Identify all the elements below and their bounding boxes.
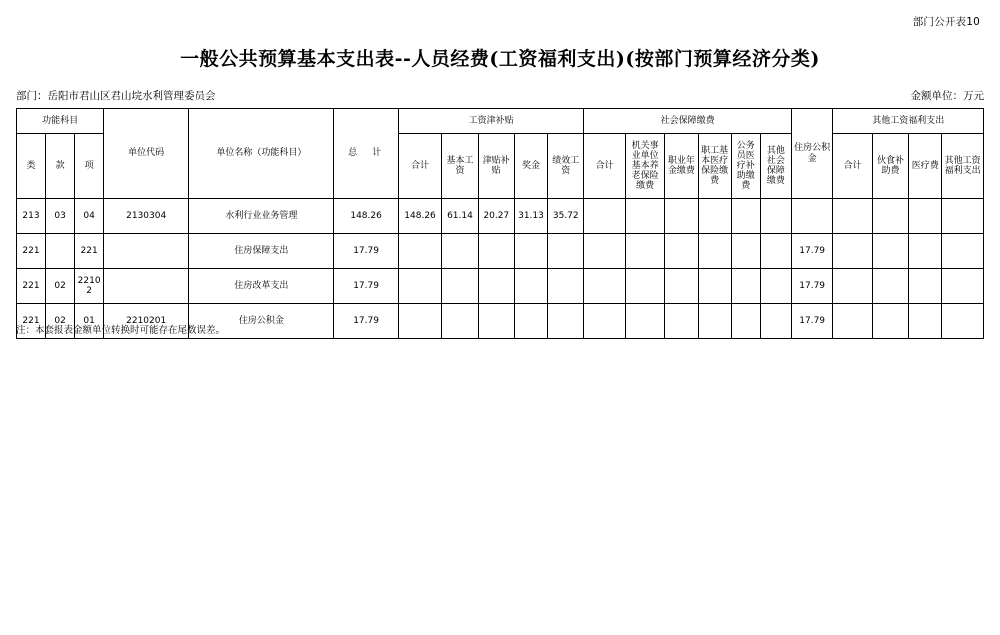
cell-item: 04 xyxy=(75,199,104,234)
col-item: 项 xyxy=(75,134,104,199)
col-unit-code: 单位代码 xyxy=(104,109,189,199)
budget-table xyxy=(16,108,984,339)
table-row xyxy=(17,234,984,269)
col-group-function: 功能科目 xyxy=(17,109,104,134)
col-wage-total: 合计 xyxy=(398,134,442,199)
cell-unit-code: 2130304 xyxy=(104,199,189,234)
page-title: 一般公共预算基本支出表--人员经费(工资福利支出)(按部门预算经济分类) xyxy=(180,48,820,70)
cell-social-total xyxy=(584,269,625,304)
cell-medical-insurance xyxy=(698,269,731,304)
cell-performance-wage xyxy=(548,304,584,339)
cell-performance-wage xyxy=(548,269,584,304)
cell-unit-code: 2210201 xyxy=(104,304,189,339)
cell-total: 148.26 xyxy=(334,199,398,234)
cell-meal-allowance xyxy=(872,269,908,304)
cell-meal-allowance xyxy=(872,199,908,234)
col-civil-servant-medical: 公务员医疗补助缴费 xyxy=(731,134,760,199)
cell-wage-total: 148.26 xyxy=(398,199,442,234)
cell-housing-fund xyxy=(791,199,832,234)
cell-bonus xyxy=(514,234,547,269)
cell-medical-fee xyxy=(909,199,942,234)
cell-other-social xyxy=(760,269,791,304)
department-name: 岳阳市君山区君山垸水利管理委员会 xyxy=(47,90,216,102)
cell-meal-allowance xyxy=(872,234,908,269)
cell-basic-pension xyxy=(625,269,664,304)
cell-wage-total xyxy=(398,269,442,304)
cell-class: 221 xyxy=(17,269,46,304)
meta-row xyxy=(16,88,984,103)
cell-medical-fee xyxy=(909,234,942,269)
col-group-other: 其他工资福利支出 xyxy=(833,109,984,134)
cell-occupational-pension xyxy=(665,269,698,304)
cell-basic-pension xyxy=(625,199,664,234)
col-other-social: 其他社会保障缴费 xyxy=(760,134,791,199)
cell-basic-pension xyxy=(625,234,664,269)
cell-kuan: 03 xyxy=(46,199,75,234)
col-medical-fee: 医疗费 xyxy=(909,134,942,199)
cell-civil-servant-medical xyxy=(731,199,760,234)
cell-basic-pension xyxy=(625,304,664,339)
cell-wage-total xyxy=(398,234,442,269)
cell-allowance xyxy=(478,234,514,269)
col-total: 总 计 xyxy=(334,109,398,199)
cell-medical-fee xyxy=(909,304,942,339)
cell-base-wage: 61.14 xyxy=(442,199,478,234)
cell-medical-insurance xyxy=(698,304,731,339)
cell-total: 17.79 xyxy=(334,304,398,339)
cell-medical-insurance xyxy=(698,199,731,234)
col-occupational-pension: 职业年金缴费 xyxy=(665,134,698,199)
col-meal-allowance: 伙食补助费 xyxy=(872,134,908,199)
cell-medical-insurance xyxy=(698,234,731,269)
cell-civil-servant-medical xyxy=(731,304,760,339)
cell-base-wage xyxy=(442,269,478,304)
table-header-group-row xyxy=(17,109,984,134)
cell-other-total xyxy=(833,234,872,269)
amount-unit-label: 金额单位：万元 xyxy=(910,90,984,102)
cell-kuan: 02 xyxy=(46,269,75,304)
cell-medical-fee xyxy=(909,269,942,304)
cell-total: 17.79 xyxy=(334,234,398,269)
col-class: 类 xyxy=(17,134,46,199)
cell-bonus xyxy=(514,304,547,339)
cell-unit-name: 住房保障支出 xyxy=(189,234,334,269)
table-body xyxy=(17,199,984,339)
cell-kuan: 02 xyxy=(46,304,75,339)
cell-social-total xyxy=(584,304,625,339)
col-basic-pension: 机关事业单位基本养老保险缴费 xyxy=(625,134,664,199)
col-performance-wage: 绩效工资 xyxy=(548,134,584,199)
cell-occupational-pension xyxy=(665,234,698,269)
form-number: 部门公开表10 xyxy=(912,16,980,28)
col-group-wage: 工资津补贴 xyxy=(398,109,584,134)
cell-other-total xyxy=(833,269,872,304)
col-allowance: 津贴补贴 xyxy=(478,134,514,199)
cell-housing-fund: 17.79 xyxy=(791,234,832,269)
cell-occupational-pension xyxy=(665,199,698,234)
cell-wage-total xyxy=(398,304,442,339)
col-kuan: 款 xyxy=(46,134,75,199)
table-row xyxy=(17,199,984,234)
cell-civil-servant-medical xyxy=(731,269,760,304)
cell-kuan xyxy=(46,234,75,269)
cell-housing-fund: 17.79 xyxy=(791,304,832,339)
cell-other-social xyxy=(760,199,791,234)
cell-allowance: 20.27 xyxy=(478,199,514,234)
cell-unit-name: 水利行业业务管理 xyxy=(189,199,334,234)
cell-housing-fund: 17.79 xyxy=(791,269,832,304)
cell-other-total xyxy=(833,304,872,339)
cell-item: 01 xyxy=(75,304,104,339)
cell-class: 221 xyxy=(17,304,46,339)
cell-item: 221 xyxy=(75,234,104,269)
cell-total: 17.79 xyxy=(334,269,398,304)
cell-base-wage xyxy=(442,234,478,269)
cell-unit-code xyxy=(104,269,189,304)
col-unit-name: 单位名称（功能科目） xyxy=(189,109,334,199)
department-label: 部门： xyxy=(16,90,48,102)
col-medical-insurance: 职工基本医疗保险缴费 xyxy=(698,134,731,199)
cell-class: 221 xyxy=(17,234,46,269)
col-bonus: 奖金 xyxy=(514,134,547,199)
cell-bonus: 31.13 xyxy=(514,199,547,234)
table-row xyxy=(17,269,984,304)
cell-other-welfare xyxy=(942,304,984,339)
cell-occupational-pension xyxy=(665,304,698,339)
cell-social-total xyxy=(584,234,625,269)
cell-other-welfare xyxy=(942,199,984,234)
cell-allowance xyxy=(478,269,514,304)
cell-other-welfare xyxy=(942,234,984,269)
cell-unit-code xyxy=(104,234,189,269)
cell-unit-name: 住房改革支出 xyxy=(189,269,334,304)
col-base-wage: 基本工资 xyxy=(442,134,478,199)
cell-allowance xyxy=(478,304,514,339)
cell-bonus xyxy=(514,269,547,304)
cell-other-social xyxy=(760,304,791,339)
cell-unit-name: 住房公积金 xyxy=(189,304,334,339)
table-note: 注：本套报表金额单位转换时可能存在尾数误差。 xyxy=(16,325,226,336)
col-other-welfare: 其他工资福利支出 xyxy=(942,134,984,199)
col-housing-fund: 住房公积金 xyxy=(791,109,832,199)
col-group-social: 社会保障缴费 xyxy=(584,109,792,134)
col-social-total: 合计 xyxy=(584,134,625,199)
cell-social-total xyxy=(584,199,625,234)
cell-other-welfare xyxy=(942,269,984,304)
cell-performance-wage: 35.72 xyxy=(548,199,584,234)
cell-item: 22102 xyxy=(75,269,104,304)
cell-meal-allowance xyxy=(872,304,908,339)
cell-civil-servant-medical xyxy=(731,234,760,269)
cell-other-total xyxy=(833,199,872,234)
department-info xyxy=(16,88,216,103)
cell-class: 213 xyxy=(17,199,46,234)
cell-base-wage xyxy=(442,304,478,339)
col-other-total: 合计 xyxy=(833,134,872,199)
cell-performance-wage xyxy=(548,234,584,269)
cell-other-social xyxy=(760,234,791,269)
